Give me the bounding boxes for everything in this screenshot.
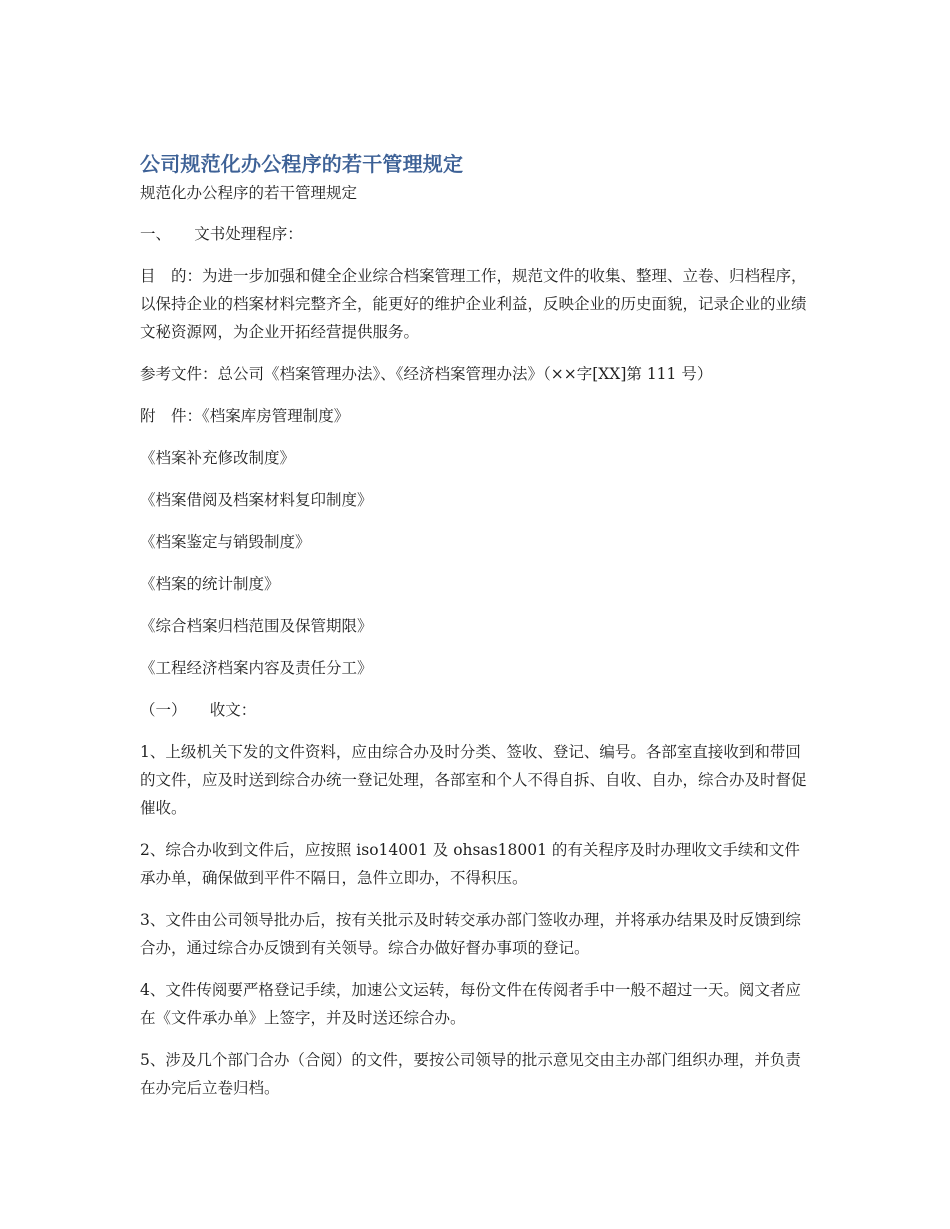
attachment-item: 附 件：《档案库房管理制度》 <box>140 407 350 425</box>
rule-paragraph: 2、综合办收到文件后，应按照 iso14001 及 ohsas18001 的有关程序及时办理收文手续和文件承办单，确保做到平件不隔日，急件立即办，不得积压。 <box>140 841 800 887</box>
document-title: 公司规范化办公程序的若干管理规定 <box>140 152 464 176</box>
reference-files-paragraph: 参考文件：总公司《档案管理办法》、《经济档案管理办法》（××字[XX]第 111 号） <box>140 365 713 383</box>
attachment-item: 《工程经济档案内容及责任分工》 <box>140 659 373 677</box>
section-heading-document-handling: 一、 文书处理程序： <box>140 225 303 243</box>
rule-paragraph: 4、文件传阅要严格登记手续，加速公文运转，每份文件在传阅者手中一般不超过一天。阅文者应在《文件承办单》上签字，并及时送还综合办。 <box>140 981 801 1027</box>
rule-paragraph: 5、涉及几个部门合办（合阅）的文件，要按公司领导的批示意见交由主办部门组织办理，并负责在办完后立卷归档。 <box>140 1051 801 1097</box>
rule-paragraph: 3、文件由公司领导批办后，按有关批示及时转交承办部门签收办理，并将承办结果及时反馈到综合办，通过综合办反馈到有关领导。综合办做好督办事项的登记。 <box>140 911 801 957</box>
attachment-item: 《档案鉴定与销毁制度》 <box>140 533 311 551</box>
document-page <box>140 148 812 1116</box>
attachment-item: 《档案的统计制度》 <box>140 575 280 593</box>
attachment-item: 《档案借阅及档案材料复印制度》 <box>140 491 373 509</box>
subsection-heading-receiving: （一） 收文： <box>140 701 257 719</box>
purpose-paragraph: 目 的：为进一步加强和健全企业综合档案管理工作，规范文件的收集、整理、立卷、归档程序，以保持企业的档案材料完整齐全，能更好的维护企业利益，反映企业的历史面貌，记录企业的业绩文秘资源网，为企业开拓经营提供服务。 <box>140 267 807 341</box>
rule-paragraph: 1、上级机关下发的文件资料，应由综合办及时分类、签收、登记、编号。各部室直接收到和带回的文件，应及时送到综合办统一登记处理，各部室和个人不得自拆、自收、自办，综合办及时督促催收。 <box>140 743 807 817</box>
document-subtitle: 规范化办公程序的若干管理规定 <box>140 184 358 202</box>
attachment-item: 《档案补充修改制度》 <box>140 449 296 467</box>
attachment-item: 《综合档案归档范围及保管期限》 <box>140 617 373 635</box>
